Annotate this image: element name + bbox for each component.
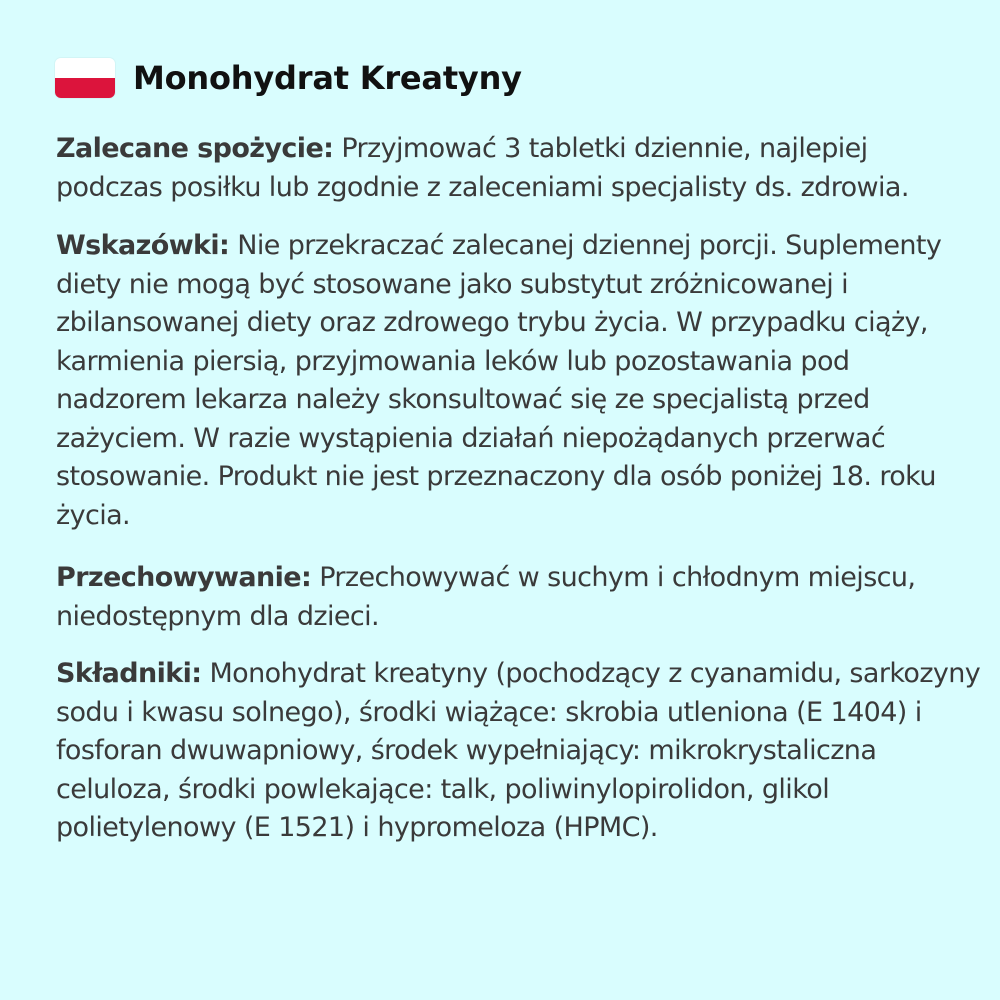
section-storage [56,559,981,636]
section-recommended-intake [56,130,981,207]
flag-red-stripe [55,78,115,98]
content [56,130,981,848]
header [55,58,522,98]
section-text: Przechowywać w suchym i chłodnym miejscu, niedostępnym dla dzieci. [56,562,916,632]
section-text: Przyjmować 3 tabletki dziennie, najlepiej podczas posiłku lub zgodnie z zaleceniami specjalisty ds. zdrowia. [56,133,909,203]
section-label: Wskazówki: [56,230,230,261]
flag-white-stripe [55,58,115,78]
section-guidelines [56,227,981,535]
section-label: Składniki: [56,658,202,689]
section-label: Przechowywanie: [56,562,312,593]
poland-flag-icon [55,58,115,98]
page-title: Monohydrat Kreatyny [133,59,522,97]
section-text: Nie przekraczać zalecanej dziennej porcji. Suplementy diety nie mogą być stosowane jako substytut zróżnicowanej i zbilansowanej diety oraz zdrowego trybu życia. W przypadku ciąży, karmienia piersią, przyjmowania leków lub pozostawania pod nadzorem lekarza należy skonsultować się ze specjalistą przed zażyciem. W razie wystąpienia działań niepożądanych przerwać stosowanie. Produkt nie jest przeznaczony dla osób poniżej 18. roku życia. [56,230,942,531]
section-ingredients [56,655,981,848]
section-label: Zalecane spożycie: [56,133,334,164]
section-text: Monohydrat kreatyny (pochodzący z cyanamidu, sarkozyny sodu i kwasu solnego), środki wiążące: skrobia utleniona (E 1404) i fosforan dwuwapniowy, środek wypełniający: mikrokrystaliczna celuloza, środki powlekające: talk, poliwinylopirolidon, glikol polietylenowy (E 1521) i hypromeloza (HPMC). [56,658,981,843]
